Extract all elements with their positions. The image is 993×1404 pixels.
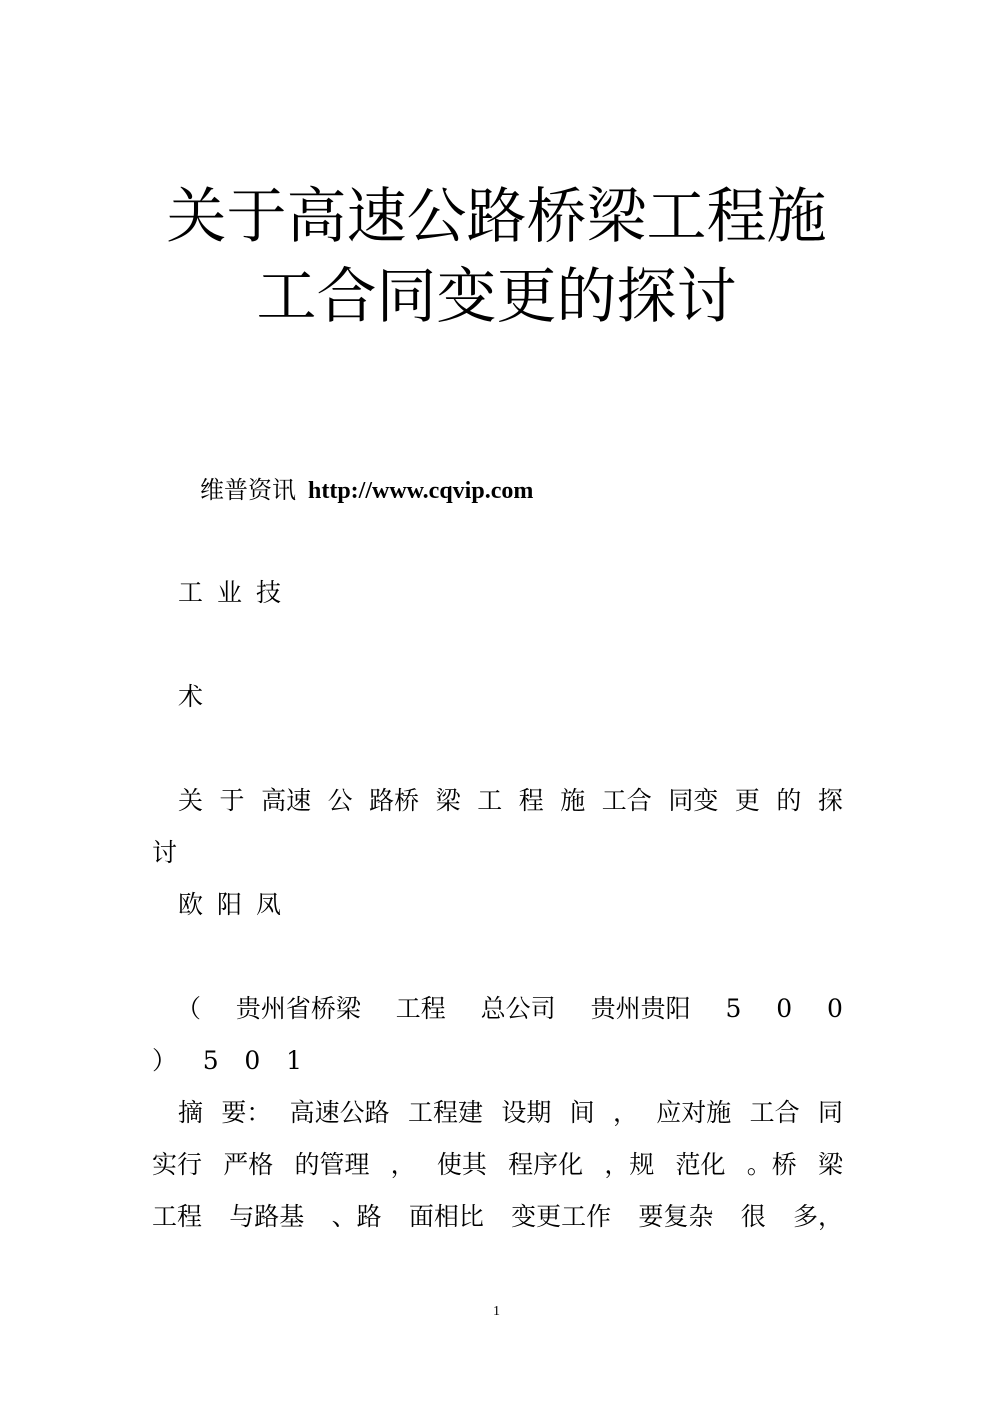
abstract-segment: ， [612,1098,638,1127]
abstract-line-1 [178,1096,843,1130]
page-number: 1 [493,1304,500,1319]
source-name: 维普资讯 [200,476,296,504]
subtitle-segment: 公 [327,786,353,815]
abstract-segment: 高速公路 [289,1098,390,1127]
abstract-segment: 多， [792,1202,843,1231]
abstract-segment: 工程 [152,1202,203,1231]
subtitle-segment: 探 [817,786,843,815]
abstract-segment: 要复杂 [638,1202,714,1231]
abstract-segment: 摘 [178,1098,204,1127]
abstract-segment: 使其 [436,1150,487,1179]
abstract-segment: 间 [569,1098,595,1127]
article-subtitle-line-1 [178,784,843,818]
abstract-segment: 与路基 [229,1202,305,1231]
abstract-line-2 [152,1148,843,1182]
abstract-segment: 应对施 [656,1098,732,1127]
source-url: http://www.cqvip.com [308,478,534,504]
subtitle-segment: 更 [734,786,760,815]
abstract-segment: 工合 [749,1098,800,1127]
affiliation-line-1 [176,992,843,1026]
author-name: 欧阳凤 [178,890,296,919]
subtitle-segment: 梁 [435,786,461,815]
subtitle-segment: 关 [178,786,204,815]
affiliation-segment: 工程 [395,994,446,1023]
article-subtitle-line-2: 讨 [152,838,178,867]
affiliation-segment: （ [176,994,202,1023]
document-title-line-2: 工合同变更的探讨 [256,262,737,332]
subtitle-segment: 工合 [601,786,652,815]
abstract-segment: ，规 [604,1150,655,1179]
affiliation-segment: 0 [776,994,793,1023]
abstract-segment: 面相比 [408,1202,484,1231]
abstract-segment: ， [390,1150,416,1179]
subtitle-segment: 高速 [261,786,312,815]
affiliation-segment: 0 [827,994,843,1023]
affiliation-line-2 [152,1044,302,1078]
abstract-segment: 工程建 [407,1098,483,1127]
affiliation-segment: ） [152,1046,178,1075]
affiliation-segment: 贵州省桥梁 [235,994,361,1023]
abstract-segment: 设期 [501,1098,552,1127]
abstract-segment: 程序化 [508,1150,584,1179]
abstract-segment: 变更工作 [511,1202,612,1231]
abstract-segment: 。桥 [746,1150,797,1179]
abstract-segment: 的管理 [294,1150,370,1179]
abstract-segment: 同 [817,1098,843,1127]
abstract-segment: 要： [221,1098,272,1127]
affiliation-segment: 5 [202,1046,219,1075]
category-line-2: 术 [178,682,204,711]
affiliation-segment: 5 [725,994,742,1023]
abstract-segment: 范化 [675,1150,726,1179]
abstract-segment: 严格 [223,1150,274,1179]
subtitle-segment: 于 [219,786,245,815]
subtitle-segment: 工 [477,786,503,815]
subtitle-segment: 施 [560,786,586,815]
affiliation-segment: 总公司 [480,994,556,1023]
document-title-line-1: 关于高速公路桥梁工程施 [166,182,827,252]
affiliation-segment: 0 [244,1046,261,1075]
subtitle-segment: 程 [518,786,544,815]
subtitle-segment: 的 [776,786,802,815]
abstract-segment: 实行 [152,1150,203,1179]
subtitle-segment: 同变 [668,786,719,815]
abstract-line-3 [152,1200,843,1234]
subtitle-segment: 路桥 [369,786,420,815]
source-line [200,474,533,507]
abstract-segment: 很 [740,1202,766,1231]
affiliation-segment: 1 [286,1046,302,1075]
abstract-segment: 梁 [817,1150,843,1179]
abstract-segment: 、路 [331,1202,382,1231]
affiliation-segment: 贵州贵阳 [590,994,691,1023]
category-line-1: 工业技 [178,578,296,607]
